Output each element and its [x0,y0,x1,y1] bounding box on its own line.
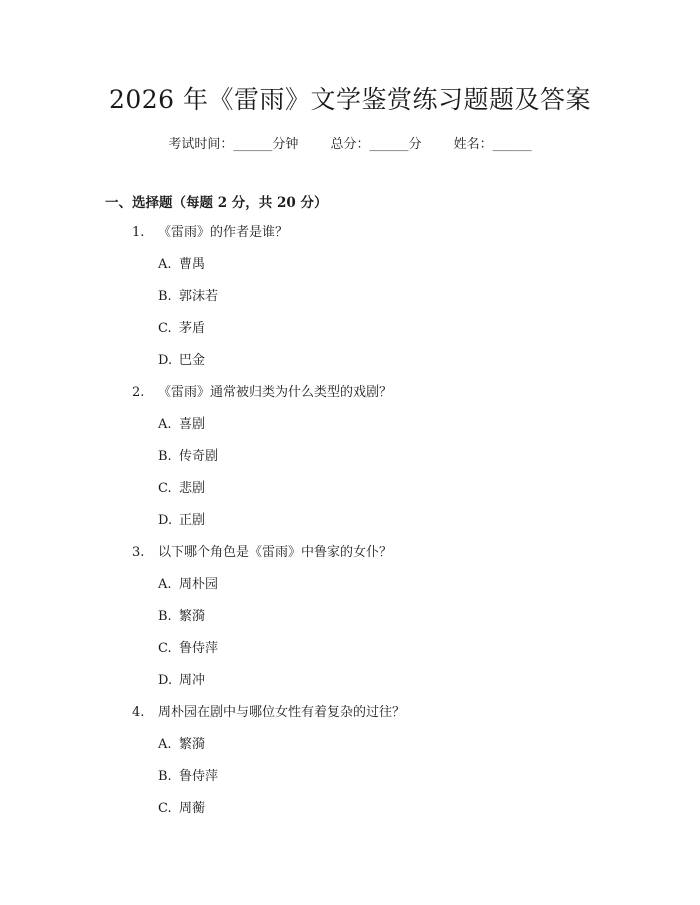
question-list [0,222,700,830]
question-text: 《雷雨》通常被归类为什么类型的戏剧？ [158,385,393,400]
option-4b [0,766,700,798]
question-number: 4. [132,705,145,720]
option-text: 茅盾 [179,321,206,336]
exam-info-line [0,133,700,152]
total-score-unit: 分 [408,137,422,152]
exam-time-blank: ______ [233,137,273,152]
option-2d [0,510,700,542]
option-2a [0,414,700,446]
question-3 [0,542,700,702]
option-text: 悲剧 [179,481,206,496]
question-text: 周朴园在剧中与哪位女性有着复杂的过往？ [158,705,406,720]
option-text: 鲁侍萍 [179,641,219,656]
exam-time-label: 考试时间： [168,137,234,152]
option-1b [0,286,700,318]
option-letter: A. [158,737,172,752]
option-letter: A. [158,577,172,592]
option-letter: C. [158,321,172,336]
option-3c [0,638,700,670]
question-text: 《雷雨》的作者是谁？ [158,225,289,240]
option-letter: C. [158,481,172,496]
option-letter: B. [158,609,172,624]
option-3b [0,606,700,638]
question-stem [0,542,700,574]
question-2 [0,382,700,542]
question-stem [0,702,700,734]
exam-time-field [168,133,298,152]
option-1a [0,254,700,286]
question-number: 2. [132,385,145,400]
student-name-field [454,133,532,152]
total-score-field [330,133,421,152]
question-number: 3. [132,545,145,560]
question-text: 以下哪个角色是《雷雨》中鲁家的女仆？ [158,545,393,560]
option-text: 周冲 [179,673,206,688]
option-text: 传奇剧 [179,449,219,464]
option-1d [0,350,700,382]
option-letter: C. [158,641,172,656]
option-letter: A. [158,257,172,272]
question-4 [0,702,700,830]
option-4a [0,734,700,766]
option-letter: D. [158,353,173,368]
option-3d [0,670,700,702]
option-text: 郭沫若 [179,289,219,304]
option-letter: B. [158,289,172,304]
question-1 [0,222,700,382]
option-letter: D. [158,513,173,528]
option-text: 巴金 [179,353,206,368]
option-letter: B. [158,769,172,784]
option-text: 正剧 [179,513,206,528]
question-stem [0,222,700,254]
section-title: 一、选择题（每题 2 分，共 20 分） [105,195,328,211]
question-number: 1. [132,225,145,240]
option-1c [0,318,700,350]
student-name-label: 姓名： [453,137,493,152]
option-text: 繁漪 [179,737,206,752]
option-letter: B. [158,449,172,464]
option-2c [0,478,700,510]
option-2b [0,446,700,478]
option-text: 鲁侍萍 [179,769,219,784]
total-score-blank: ______ [369,137,409,152]
option-letter: A. [158,417,172,432]
exam-time-unit: 分钟 [272,137,299,152]
option-4c [0,798,700,830]
option-text: 繁漪 [179,609,206,624]
document-title: 2026 年《雷雨》文学鉴赏练习题题及答案 [108,85,592,114]
option-text: 周朴园 [179,577,219,592]
total-score-label: 总分： [330,137,370,152]
option-text: 曹禺 [179,257,206,272]
option-text: 喜剧 [179,417,206,432]
option-letter: D. [158,673,173,688]
option-letter: C. [158,801,172,816]
question-stem [0,382,700,414]
option-3a [0,574,700,606]
option-text: 周蘅 [179,801,206,816]
student-name-blank: ______ [492,137,532,152]
